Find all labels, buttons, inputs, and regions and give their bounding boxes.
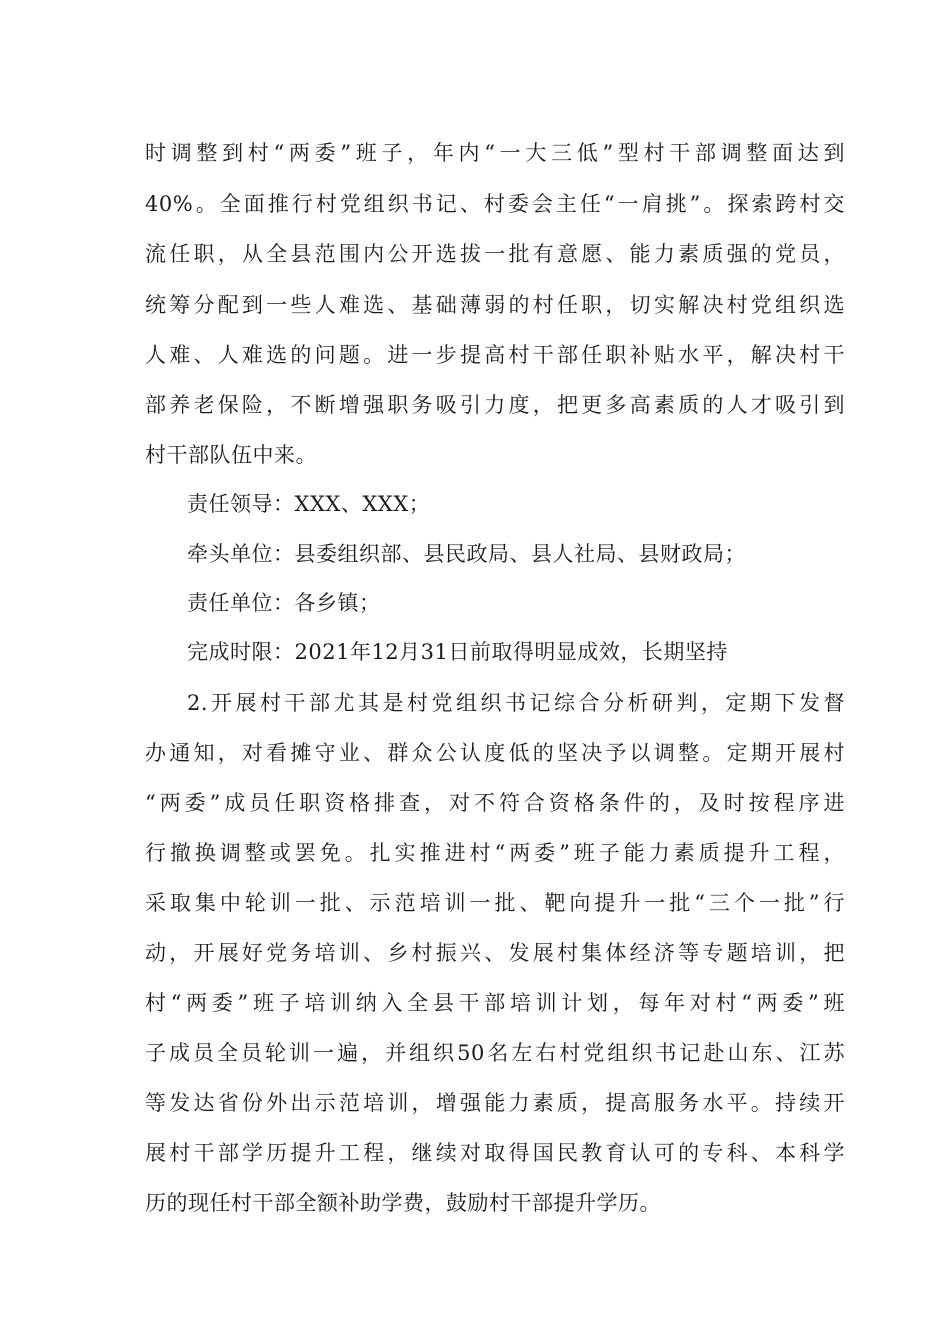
paragraph-line: 展村干部学历提升工程，继续对取得国民教育认可的专科、本科学 (145, 1141, 845, 1165)
paragraph-line: 采取集中轮训一批、示范培训一批、靶向提升一批“三个一批”行 (145, 891, 845, 915)
paragraph-line: 统筹分配到一些人难选、基础薄弱的村任职，切实解决村党组织选 (145, 293, 845, 317)
paragraph-line: 行撤换调整或罢免。扎实推进村“两委”班子能力素质提升工程， (145, 841, 845, 865)
paragraph-line: “两委”成员任职资格排查，对不符合资格条件的，及时按程序进 (145, 791, 845, 815)
responsible-unit: 责任单位：各乡镇； (187, 591, 381, 615)
paragraph-line: 部养老保险，不断增强职务吸引力度，把更多高素质的人才吸引到 (145, 393, 845, 417)
paragraph-line: 40%。全面推行村党组织书记、村委会主任“一肩挑”。探索跨村交 (145, 192, 845, 216)
paragraph-line: 子成员全员轮训一遍，并组织50名左右村党组织书记赴山东、江苏 (145, 1041, 845, 1065)
paragraph-line: 历的现任村干部全额补助学费，鼓励村干部提升学历。 (145, 1191, 661, 1215)
paragraph-line: 人难、人难选的问题。进一步提高村干部任职补贴水平，解决村干 (145, 343, 845, 367)
paragraph-line: 等发达省份外出示范培训，增强能力素质，提高服务水平。持续开 (145, 1091, 845, 1115)
responsible-leader: 责任领导：XXX、XXX； (187, 492, 431, 516)
paragraph-line: 村“两委”班子培训纳入全县干部培训计划，每年对村“两委”班 (145, 991, 845, 1015)
paragraph-line: 办通知，对看摊守业、群众公认度低的坚决予以调整。定期开展村 (145, 741, 845, 765)
paragraph-line: 2.开展村干部尤其是村党组织书记综合分析研判，定期下发督 (187, 691, 845, 715)
paragraph-line: 村干部队伍中来。 (145, 443, 317, 467)
deadline: 完成时限：2021年12月31日前取得明显成效，长期坚持 (187, 640, 728, 664)
paragraph-line: 动，开展好党务培训、乡村振兴、发展村集体经济等专题培训，把 (145, 941, 845, 965)
lead-unit: 牵头单位：县委组织部、县民政局、县人社局、县财政局； (187, 542, 746, 566)
paragraph-line: 时调整到村“两委”班子，年内“一大三低”型村干部调整面达到 (145, 141, 845, 165)
paragraph-line: 流任职，从全县范围内公开选拔一批有意愿、能力素质强的党员， (145, 242, 845, 266)
